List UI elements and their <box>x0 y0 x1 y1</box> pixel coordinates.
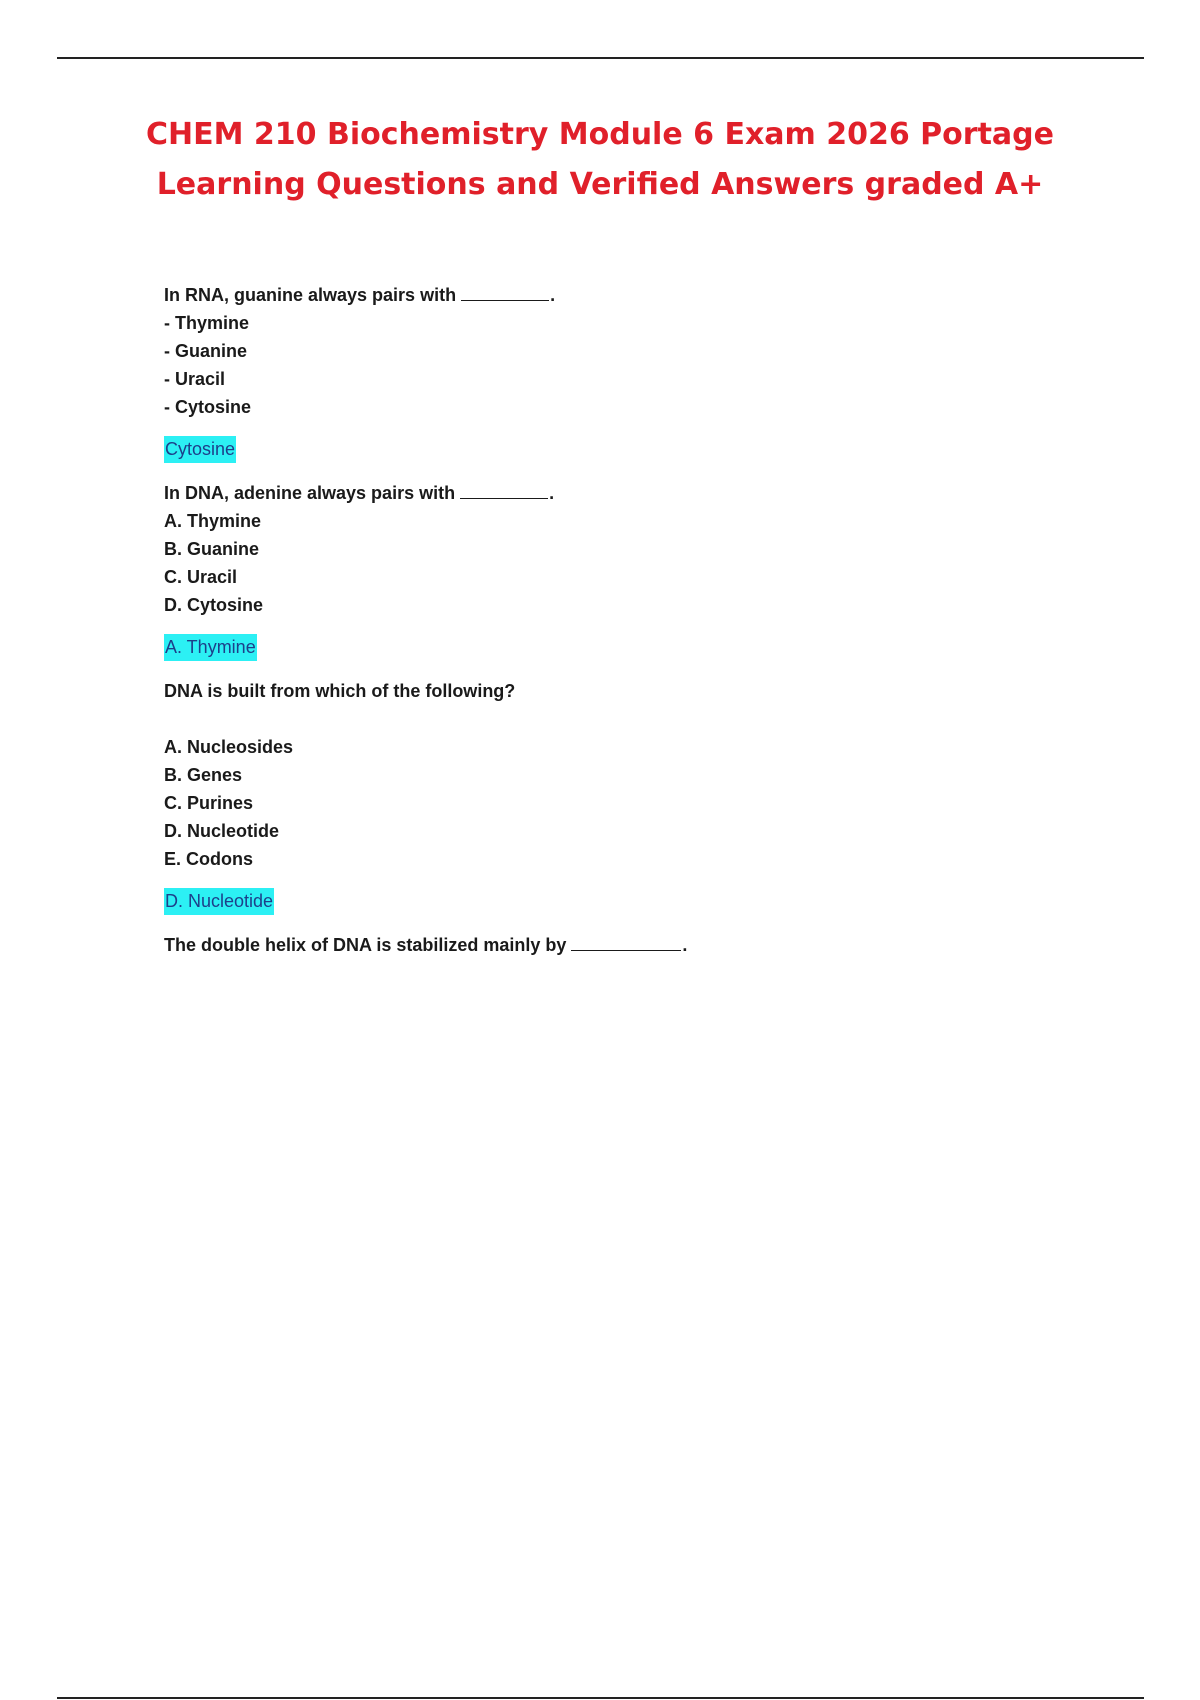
answer-blank <box>460 498 548 499</box>
option-item: B. Genes <box>164 765 243 785</box>
question-block <box>164 677 1064 931</box>
option-item: C. Purines <box>164 793 254 813</box>
question-prompt: In RNA, guanine always pairs with . <box>164 285 556 305</box>
option-item: A. Nucleosides <box>164 737 294 757</box>
answer-blank <box>571 950 681 951</box>
option-item: D. Cytosine <box>164 595 264 615</box>
option-item: E. Codons <box>164 849 253 869</box>
answer-row <box>164 887 1064 915</box>
option-item: B. Guanine <box>164 539 260 559</box>
option-item: - Uracil <box>164 369 226 389</box>
highlighted-answer: D. Nucleotide <box>164 888 274 915</box>
option-item: A. Thymine <box>164 511 262 531</box>
question-block <box>164 479 1064 677</box>
question-prompt: DNA is built from which of the following? <box>164 681 516 701</box>
title-line-2: Learning Questions and Verified Answers graded A+ <box>156 167 1044 202</box>
answer-row <box>164 633 1064 661</box>
option-item: - Cytosine <box>164 397 252 417</box>
option-item: - Guanine <box>164 341 248 361</box>
answer-row <box>164 435 1064 463</box>
option-item: D. Nucleotide <box>164 821 280 841</box>
highlighted-answer: A. Thymine <box>164 634 257 661</box>
question-block <box>164 931 1064 959</box>
question-block <box>164 281 1064 479</box>
question-prompt: The double helix of DNA is stabilized mainly by . <box>164 935 688 955</box>
answer-blank <box>461 300 549 301</box>
option-item: C. Uracil <box>164 567 238 587</box>
question-prompt: In DNA, adenine always pairs with . <box>164 483 555 503</box>
document-title <box>100 110 1100 210</box>
question-list <box>164 281 1064 959</box>
highlighted-answer: Cytosine <box>164 436 236 463</box>
option-item: - Thymine <box>164 313 250 333</box>
bottom-rule <box>57 1697 1144 1699</box>
top-rule <box>57 57 1144 59</box>
title-line-1: CHEM 210 Biochemistry Module 6 Exam 2026 Portage <box>146 117 1054 152</box>
